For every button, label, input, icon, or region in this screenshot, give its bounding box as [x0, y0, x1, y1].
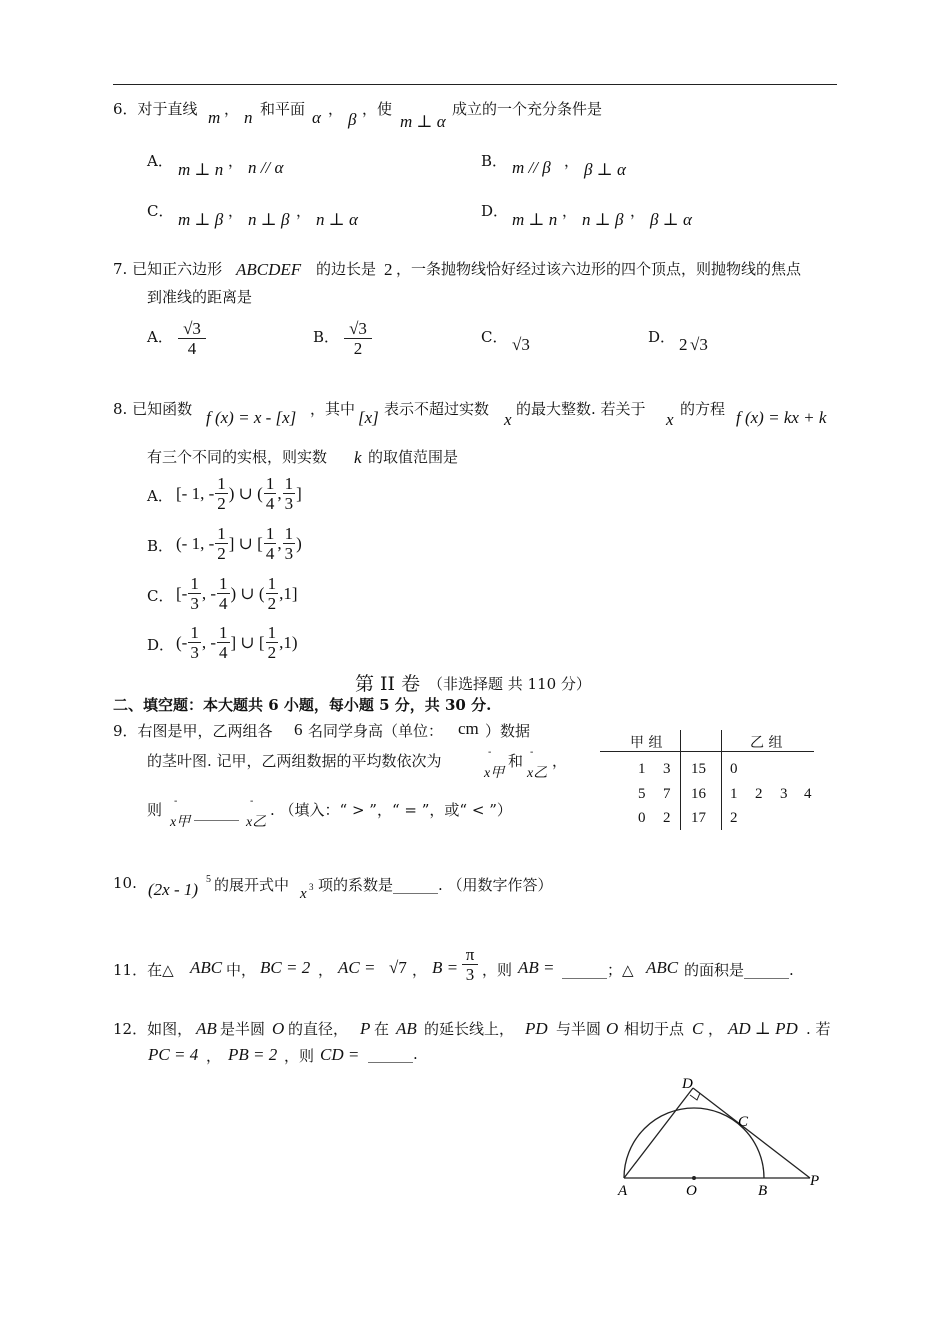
- q7-stem-b: 的边长是: [316, 260, 377, 278]
- q9-line2-a: 的茎叶图. 记甲，乙两组数据的平均数依次为: [147, 752, 442, 770]
- q11-comma-2: ，: [412, 961, 428, 979]
- q6-option-c-2: n ⊥ β: [248, 210, 290, 229]
- q6-option-d-2: n ⊥ β: [582, 210, 624, 229]
- q12-text-d: 的延长线上，: [424, 1020, 515, 1038]
- q8-c-fraction-2-denominator: 4: [219, 594, 228, 613]
- label-b: B: [758, 1183, 768, 1199]
- q8-a-fraction-2: [264, 474, 277, 514]
- q9-unit: cm: [458, 719, 479, 738]
- q6-option-c-label: C．: [147, 202, 174, 220]
- q9-line1-a: 9．右图是甲，乙两组各: [113, 722, 273, 740]
- stem-r3: 17: [691, 810, 706, 826]
- q12-text-a: 是半圆: [220, 1020, 266, 1038]
- q12-comma-1: ，: [708, 1020, 724, 1038]
- q9-line1-b: 名同学身高（单位：: [308, 722, 444, 740]
- q12-text-e: 与半圆: [556, 1020, 602, 1038]
- q8-a-fraction-2-numerator: 1: [265, 474, 275, 493]
- q9-line1-c: ）数据: [485, 722, 531, 740]
- q6-stem-a: 6．对于直线: [113, 100, 198, 118]
- q6-option-d-comma-1: ，: [562, 202, 578, 220]
- q8-b-fraction-1-denominator: 2: [217, 544, 226, 563]
- q6-option-d-comma-2: ，: [630, 202, 646, 220]
- q6-option-a-2: n // α: [248, 158, 284, 177]
- q6-option-c-1: m ⊥ β: [178, 210, 224, 229]
- q12-o-2: O: [606, 1019, 619, 1038]
- q8-b-fraction-2: [264, 524, 277, 564]
- q12-c: C: [692, 1019, 704, 1038]
- leaf-right-r2-c1: 1: [730, 786, 738, 802]
- q10-text-a: 的展开式中: [214, 876, 290, 894]
- q8-c-fraction-3-denominator: 2: [267, 594, 277, 613]
- q8-b-part-4: ): [296, 534, 302, 553]
- q10-x-exponent: 3: [309, 882, 314, 892]
- q9-and: 和: [508, 752, 524, 770]
- q6-stem-b: ，使: [362, 100, 393, 118]
- q12-pc: PC = 4: [148, 1045, 199, 1064]
- q8-c-part-4: ,1]: [279, 584, 298, 603]
- q6-option-b-2: β ⊥ α: [584, 160, 626, 179]
- q8-d-fraction-3-numerator: 1: [267, 623, 277, 642]
- q8-var-x-1: x: [504, 410, 512, 429]
- q11-abc: ABC: [190, 958, 223, 977]
- label-o: O: [686, 1183, 697, 1199]
- q6-option-c-3: n ⊥ α: [316, 210, 358, 229]
- q7-side: 2: [384, 260, 393, 279]
- q6-and-plane: 和平面: [260, 100, 306, 118]
- leaf-right-r2-c3: 3: [780, 786, 788, 802]
- q6-var-m: m: [208, 108, 221, 127]
- q7-option-c-label: C．: [481, 328, 508, 346]
- q8-b-fraction-2-denominator: 4: [265, 544, 275, 563]
- segment-ad: [624, 1088, 693, 1178]
- q10-x: x: [300, 886, 307, 902]
- q11-three: 3: [465, 965, 475, 984]
- q8-d-fraction-2-denominator: 4: [219, 643, 228, 662]
- leaf-left-r2-c1: 5: [638, 786, 646, 802]
- q8-var-x-2: x: [666, 410, 674, 429]
- q8-c-fraction-2-numerator: 1: [219, 574, 228, 593]
- q6-option-d-1: m ⊥ n: [512, 210, 558, 229]
- q11-comma-1: ，: [318, 961, 334, 979]
- label-p: P: [810, 1173, 820, 1189]
- q8-d-fraction-2-numerator: 1: [219, 623, 228, 642]
- q11-abc-2: ABC: [646, 958, 679, 977]
- q12-label: 12．如图，: [113, 1020, 193, 1038]
- q12-text-b: 的直径，: [288, 1020, 349, 1038]
- q8-c-fraction-1-numerator: 1: [190, 574, 199, 593]
- q8-stem-f: 有三个不同的实根，则实数: [147, 448, 328, 466]
- q8-c-fraction-1-denominator: 3: [190, 594, 199, 613]
- q8-b-fraction-3-numerator: 1: [284, 524, 294, 543]
- q8-d-fraction-2: [217, 623, 230, 663]
- leaf-left-r3-c2: 2: [663, 810, 671, 826]
- q9-bar-jia: -: [488, 747, 492, 758]
- q6-comma-2: ，: [328, 100, 344, 118]
- q6-option-a-1: m ⊥ n: [178, 160, 224, 179]
- q6-option-a-label: A．: [147, 152, 173, 170]
- q8-a-fraction-3-numerator: 1: [284, 474, 294, 493]
- q8-a-part-2: ) ∪ (: [228, 484, 263, 503]
- q8-bracket: [x]: [358, 408, 379, 427]
- q8-a-fraction-3-denominator: 3: [284, 494, 294, 513]
- center-point-o: [692, 1176, 696, 1180]
- q8-option-b-label: B．: [147, 537, 174, 555]
- q7-option-a-denominator: 4: [187, 339, 197, 358]
- q8-d-part-3: ] ∪ [: [230, 633, 265, 652]
- q7-option-b-fraction: [344, 320, 372, 359]
- leaf-right-r3-c1: 2: [730, 810, 738, 826]
- leaf-right-r2-c4: 4: [804, 786, 812, 802]
- q8-c-fraction-3: [266, 574, 279, 614]
- q8-b-fraction-3: [283, 524, 296, 564]
- q8-a-part-1: [- 1, -: [176, 484, 215, 503]
- q8-b-fraction-1-numerator: 1: [217, 524, 226, 543]
- q8-d-fraction-3: [266, 623, 279, 663]
- q6-condition: m ⊥ α: [400, 112, 446, 131]
- q6-alpha: α: [312, 108, 321, 127]
- q8-b-part-1: (- 1, -: [176, 534, 215, 553]
- q8-var-k: k: [354, 448, 362, 467]
- q8-c-part-2: , -: [201, 584, 216, 603]
- q8-d-part-2: , -: [201, 633, 216, 652]
- q10-exponent: 5: [206, 874, 211, 885]
- part2-title: 第 II 卷: [355, 673, 421, 695]
- header-rule: [113, 84, 837, 85]
- q8-stem-d: 的最大整数. 若关于: [516, 400, 646, 418]
- q8-a-fraction-1-numerator: 1: [217, 474, 226, 493]
- q8-option-b-expr: [176, 524, 302, 568]
- q9-line3-b: . （填入：“ > ”，“ = ”，或“ < ”）: [270, 801, 512, 819]
- q9-bar-jia-2: -: [174, 796, 178, 807]
- q8-c-fraction-3-numerator: 1: [267, 574, 277, 593]
- part2-subtitle: （非选择题 共 110 分）: [428, 675, 591, 693]
- q7-option-d-label: D．: [648, 328, 676, 346]
- q6-option-a-comma: ，: [228, 152, 244, 170]
- q11-blank-1: ______；△: [562, 961, 634, 979]
- q8-option-d-label: D．: [147, 636, 175, 654]
- q12-ab-2: AB: [396, 1019, 417, 1038]
- q6-option-b-label: B．: [481, 152, 508, 170]
- q10-text-b: 项的系数是______. （用数字作答）: [318, 876, 553, 894]
- q12-ad-pd: AD ⊥ PD: [728, 1019, 798, 1038]
- q8-d-part-4: ,1): [279, 633, 298, 652]
- q12-comma-2: ，: [206, 1047, 222, 1065]
- q8-c-fraction-1: [188, 574, 201, 614]
- q7-option-a-label: A．: [147, 328, 173, 346]
- q12-text-c: 在: [374, 1020, 390, 1038]
- stem-leaf-divider-left: [680, 730, 681, 830]
- stem-r1: 15: [691, 761, 706, 777]
- label-c: C: [738, 1114, 749, 1130]
- leaf-left-r2-c2: 7: [663, 786, 671, 802]
- q8-a-fraction-1-denominator: 2: [217, 494, 226, 513]
- q8-a-fraction-2-denominator: 4: [265, 494, 275, 513]
- q11-ac-radical: √7: [389, 958, 407, 977]
- q9-blank: ______: [194, 803, 239, 821]
- semicircle-tangent-figure: [600, 1068, 830, 1203]
- q8-b-fraction-3-denominator: 3: [284, 544, 294, 563]
- q7-option-c-value: √3: [512, 335, 530, 354]
- q9-bar-yi-2: -: [250, 796, 254, 807]
- q8-c-fraction-2: [217, 574, 230, 614]
- q7-stem-d: 到准线的距离是: [147, 288, 253, 306]
- q6-option-d-label: D．: [481, 202, 509, 220]
- q7-option-d-coefficient: 2: [679, 335, 688, 354]
- q12-o: O: [272, 1019, 285, 1038]
- q12-text-h: ，则: [284, 1047, 315, 1065]
- q8-a-fraction-1: [215, 474, 228, 514]
- leaf-right-r2-c2: 2: [755, 786, 763, 802]
- fill-section-heading: 二、填空题：本大题共 6 小题，每小题 5 分，共 30 分.: [113, 696, 492, 714]
- q9-line3-a: 则: [147, 801, 163, 819]
- q8-c-part-3: ) ∪ (: [230, 584, 265, 603]
- q8-stem-e: 的方程: [680, 400, 726, 418]
- q7-option-b-label: B．: [313, 328, 340, 346]
- q11-label: 11．在△: [113, 961, 174, 979]
- q8-option-c-expr: [176, 574, 298, 618]
- leaf-left-r3-c1: 0: [638, 810, 646, 826]
- q8-option-c-label: C．: [147, 587, 174, 605]
- q9-xbar-jia: x甲: [484, 766, 505, 781]
- q7-stem-c: ，一条抛物线恰好经过该六边形的四个顶点，则抛物线的焦点: [396, 260, 802, 278]
- q8-d-fraction-3-denominator: 2: [267, 643, 277, 662]
- q12-cd: CD =: [320, 1045, 360, 1064]
- q7-option-a-fraction: [178, 320, 206, 359]
- q8-option-a-label: A．: [147, 487, 173, 505]
- q8-function: f (x) = x - [x]: [206, 408, 297, 427]
- q8-option-a-expr: [176, 474, 302, 518]
- q10-expression: (2x - 1): [148, 880, 199, 899]
- q8-b-part-2: ] ∪ [: [228, 534, 263, 553]
- q8-b-fraction-2-numerator: 1: [265, 524, 275, 543]
- q9-six: 6: [294, 720, 303, 739]
- q8-d-fraction-1-numerator: 1: [190, 623, 199, 642]
- q9-line2-b: ，: [552, 752, 568, 770]
- q7-stem-a: 7. 已知正六边形: [113, 260, 223, 278]
- q12-p: P: [360, 1019, 371, 1038]
- q7-option-d-radical: √3: [690, 335, 708, 354]
- q7-hexagon: ABCDEF: [236, 260, 302, 279]
- q6-var-n: n: [244, 108, 253, 127]
- q9-xbar-yi-2: x乙: [246, 815, 267, 830]
- q12-text-g: . 若: [806, 1020, 831, 1038]
- stem-leaf-plot: [600, 730, 814, 830]
- q8-a-part-4: ]: [296, 484, 302, 503]
- q9-xbar-yi: x乙: [527, 766, 548, 781]
- q6-comma-1: ，: [224, 100, 240, 118]
- leaf-left-r1-c1: 1: [638, 761, 646, 777]
- q12-text-f: 相切于点: [624, 1020, 685, 1038]
- q11-text-a: 中，: [226, 961, 257, 979]
- right-angle-mark: [690, 1093, 700, 1100]
- q12-ab: AB: [196, 1019, 217, 1038]
- q7-option-a-numerator: √3: [178, 320, 206, 339]
- q8-b-fraction-1: [215, 524, 228, 564]
- q9-xbar-jia-2: x甲: [170, 815, 191, 830]
- q11-b: B =: [432, 958, 459, 977]
- q9-bar-yi: -: [530, 747, 534, 758]
- tangent-line-pd: [693, 1088, 810, 1178]
- stem-r2: 16: [691, 786, 706, 802]
- q8-c-part-1: [-: [176, 584, 188, 603]
- leaf-right-r1-c1: 0: [730, 761, 738, 777]
- q6-beta: β: [348, 110, 357, 129]
- q11-text-c: 的面积是______.: [684, 961, 794, 979]
- q12-blank: ______.: [368, 1045, 418, 1063]
- label-d: D: [682, 1076, 693, 1092]
- q11-pi: π: [462, 946, 478, 965]
- q11-ab: AB =: [518, 958, 555, 977]
- q11-angle-fraction: [462, 946, 478, 985]
- q8-stem-c: 表示不超过实数: [384, 400, 490, 418]
- q6-option-b-comma: ，: [564, 152, 580, 170]
- q6-option-c-comma-2: ，: [296, 202, 312, 220]
- q6-option-b-1: m // β: [512, 158, 551, 177]
- q7-option-b-numerator: √3: [344, 320, 372, 339]
- q8-a-fraction-3: [283, 474, 296, 514]
- q6-option-c-comma-1: ，: [228, 202, 244, 220]
- q11-bc: BC = 2: [260, 958, 311, 977]
- stem-leaf-header-right: 乙 组: [750, 735, 783, 751]
- q8-d-fraction-1-denominator: 3: [190, 643, 199, 662]
- leaf-left-r1-c2: 3: [663, 761, 671, 777]
- q11-ac: AC =: [338, 958, 376, 977]
- q8-stem-b: ，其中: [310, 400, 356, 418]
- q8-stem-g: 的取值范围是: [368, 448, 459, 466]
- q8-d-fraction-1: [188, 623, 201, 663]
- q12-pd: PD: [525, 1019, 548, 1038]
- q10-label: 10.: [113, 874, 137, 892]
- stem-leaf-header-left: 甲 组: [630, 735, 663, 751]
- label-a: A: [618, 1183, 628, 1199]
- q8-option-d-expr: [176, 623, 298, 667]
- q7-option-b-denominator: 2: [353, 339, 363, 358]
- q8-d-part-1: (-: [176, 633, 188, 652]
- q6-option-d-3: β ⊥ α: [650, 210, 692, 229]
- q12-pb: PB = 2: [228, 1045, 278, 1064]
- q11-text-b: ，则: [482, 961, 513, 979]
- q8-b-part-3: ,: [277, 534, 282, 553]
- q8-stem-a: 8. 已知函数: [113, 400, 193, 418]
- q6-stem-c: 成立的一个充分条件是: [452, 100, 603, 118]
- q8-a-part-3: ,: [277, 484, 282, 503]
- stem-leaf-divider-right: [721, 730, 722, 830]
- q8-equation: f (x) = kx + k: [736, 408, 827, 427]
